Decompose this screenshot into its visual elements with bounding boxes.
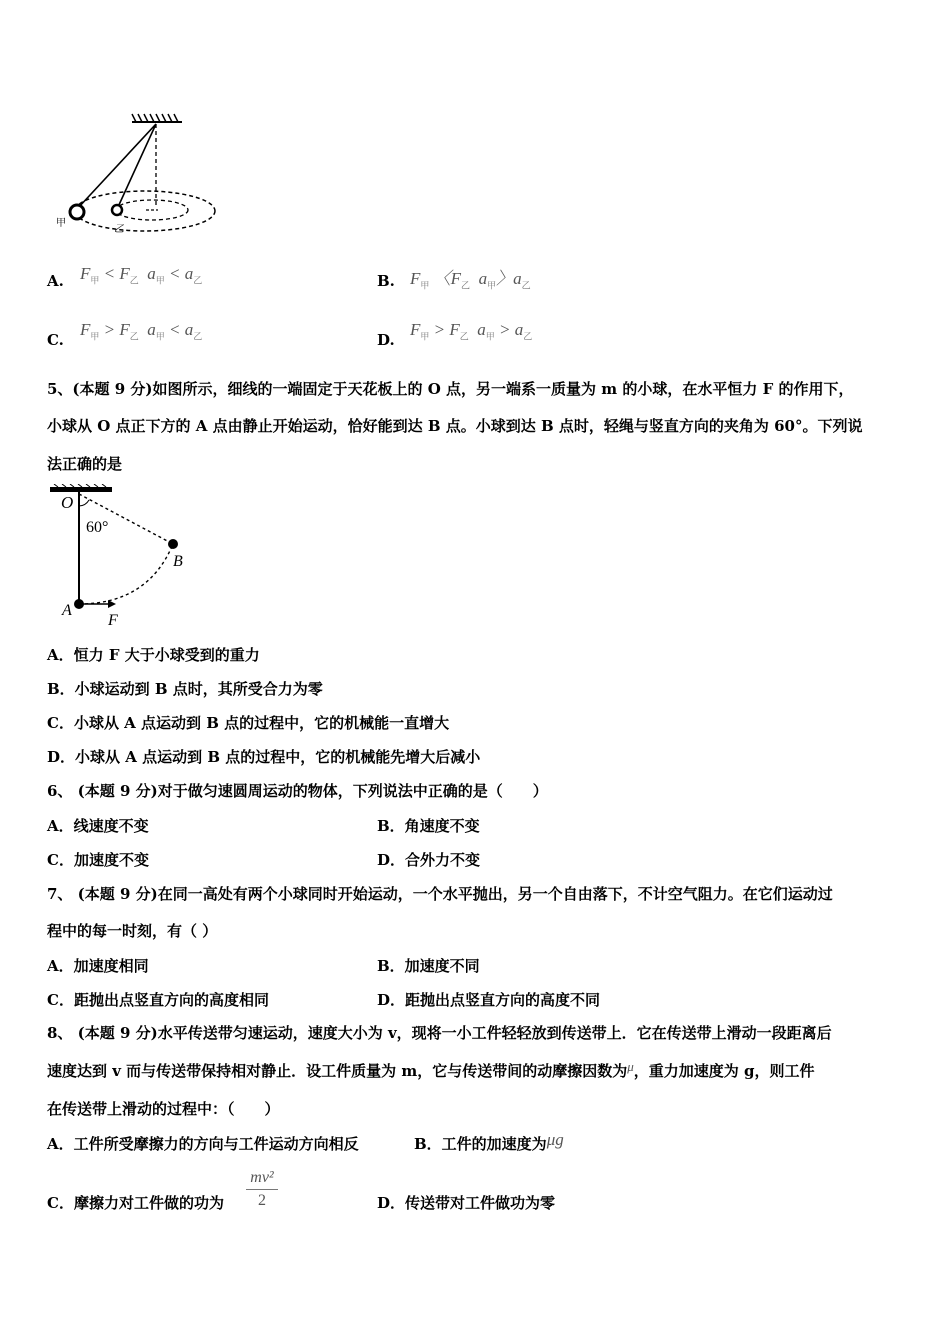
q5-stem-line2: 小球从 O 点正下方的 A 点由静止开始运动，恰好能到达 B 点。小球到达 B 点时，轻绳与竖直方向的夹角为 60°。下列说 <box>47 417 863 435</box>
label-f: F <box>108 612 118 629</box>
q8-stem-line2: 速度达到 v 而与传送带保持相对静止．设工件质量为 m，它与传送带间的动摩擦因数为μ，重力加速度为 g，则工件 <box>47 1059 815 1080</box>
q6-option-b: B．角速度不变 <box>377 817 480 835</box>
q5-stem-line3: 法正确的是 <box>47 455 123 473</box>
label-angle: 60° <box>86 519 109 536</box>
q6-option-d: D．合外力不变 <box>377 851 481 869</box>
q8-option-b-expr: μg <box>546 1130 564 1149</box>
q5-stem-line1: 5、(本题 9 分)如图所示，细线的一端固定于天花板上的 O 点，另一端系一质量为 m 的小球，在水平恒力 F 的作用下， <box>47 380 854 398</box>
q4-option-a: A. <box>47 272 64 290</box>
q4-option-c-expr: $F_甲 > F_乙$ $a_甲 < a_乙$ <box>80 320 203 342</box>
q7-stem-line2: 程中的每一时刻，有（ ） <box>47 922 218 940</box>
q7-option-d: D．距抛出点竖直方向的高度不同 <box>377 991 601 1009</box>
q4-option-d-expr: $F_甲 > F_乙$ $a_甲 > a_乙$ <box>410 320 533 342</box>
q8-option-d: D．传送带对工件做功为零 <box>377 1194 556 1212</box>
q4-option-c: C. <box>47 331 64 349</box>
q8-option-b: B．工件的加速度为μg <box>414 1130 564 1153</box>
q4-option-d: D. <box>377 331 395 349</box>
q5-option-c: C．小球从 A 点运动到 B 点的过程中，它的机械能一直增大 <box>47 714 450 732</box>
q5-option-d: D．小球从 A 点运动到 B 点的过程中，它的机械能先增大后减小 <box>47 748 481 766</box>
label-yi: 乙 <box>114 224 124 235</box>
mu-symbol: μ <box>627 1059 634 1074</box>
conical-pendulum-figure <box>50 108 225 238</box>
q5-option-a: A．恒力 F 大于小球受到的重力 <box>47 646 260 664</box>
q7-option-b: B．加速度不同 <box>377 957 480 975</box>
q8-option-c: C．摩擦力对工件做的功为 <box>47 1194 224 1212</box>
q6-option-c: C．加速度不变 <box>47 851 149 869</box>
q4-option-b: B. <box>377 272 395 290</box>
q6-stem: 6、 (本题 9 分)对于做匀速圆周运动的物体，下列说法中正确的是（ ） <box>47 782 548 800</box>
label-o: O <box>61 493 74 512</box>
q7-option-a: A．加速度相同 <box>47 957 149 975</box>
q4-option-a-expr: $F_甲 < F_乙$ $a_甲 < a_乙$ <box>80 264 203 286</box>
q7-stem-line1: 7、 (本题 9 分)在同一高处有两个小球同时开始运动，一个水平抛出，另一个自由落下，不计空气阻力。在它们运动过 <box>47 885 833 903</box>
q8-option-c-fraction: mv² 2 <box>244 1168 280 1211</box>
q6-option-a: A．线速度不变 <box>47 817 149 835</box>
q8-option-a: A．工件所受摩擦力的方向与工件运动方向相反 <box>47 1135 359 1153</box>
label-jia: 甲 <box>56 218 66 229</box>
q7-option-c: C．距抛出点竖直方向的高度相同 <box>47 991 269 1009</box>
q4-option-b-expr: $F_甲$ 〈$F_乙$ $a_甲$〉$a_乙$ <box>410 269 531 291</box>
q5-option-b: B．小球运动到 B 点时，其所受合力为零 <box>47 680 323 698</box>
label-b: B <box>173 553 183 570</box>
label-a: A <box>62 602 72 619</box>
q8-stem-line3: 在传送带上滑动的过程中：（ ） <box>47 1100 280 1118</box>
pendulum-force-figure <box>48 484 198 629</box>
q8-stem-line1: 8、 (本题 9 分)水平传送带匀速运动，速度大小为 v，现将一小工件轻轻放到传送带上．它在传送带上滑动一段距离后 <box>47 1024 832 1042</box>
